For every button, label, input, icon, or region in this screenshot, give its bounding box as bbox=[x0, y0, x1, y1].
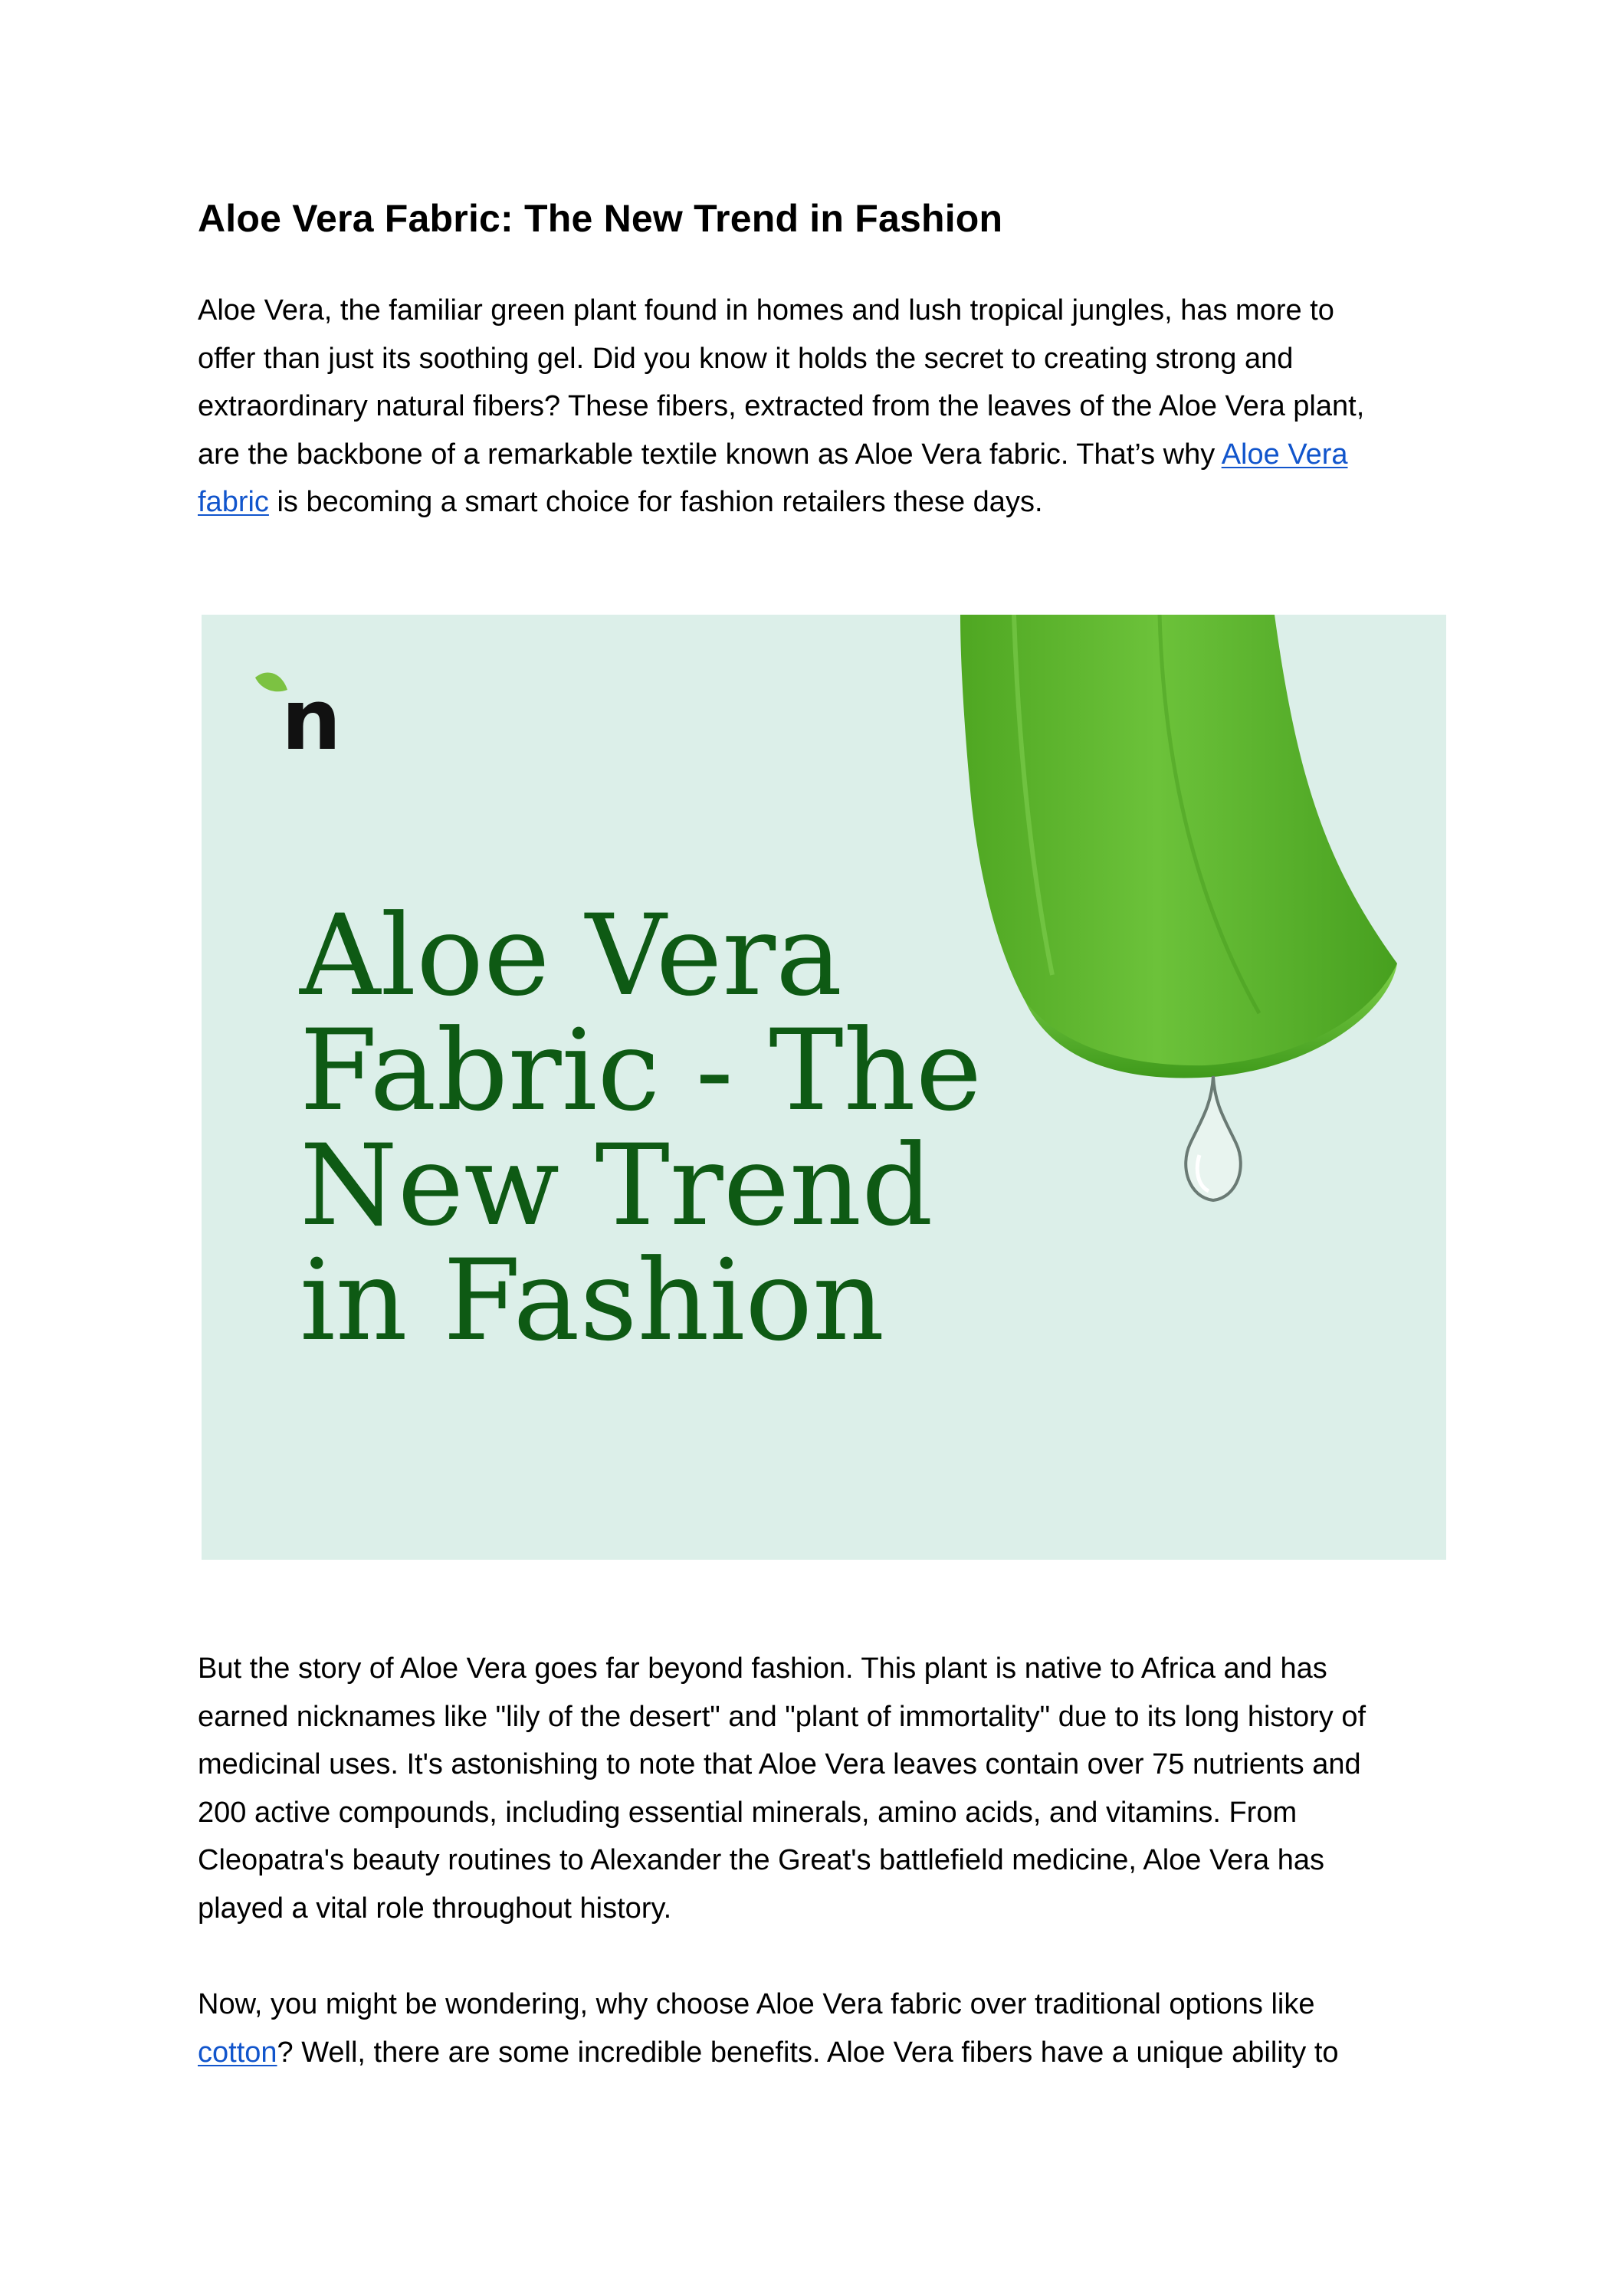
story-line: played a vital role throughout history. bbox=[198, 1892, 672, 1925]
hero-image-graphic bbox=[202, 615, 1446, 1560]
cotton-link[interactable]: cotton bbox=[198, 2036, 277, 2069]
hero-title-line: Fabric - The bbox=[300, 1006, 983, 1136]
aloe-vera-fabric-link[interactable]: Aloe Vera bbox=[1221, 438, 1348, 471]
benefits-line bbox=[198, 2029, 1424, 2077]
article-title: Aloe Vera Fabric: The New Trend in Fashion bbox=[198, 197, 1003, 240]
intro-paragraph bbox=[198, 287, 1424, 527]
story-line: But the story of Aloe Vera goes far beyond fashion. This plant is native to Africa and has bbox=[198, 1652, 1327, 1685]
intro-line: Aloe Vera, the familiar green plant found in homes and lush tropical jungles, has more to bbox=[198, 294, 1334, 327]
logo-letter: n bbox=[281, 671, 342, 769]
intro-line bbox=[198, 431, 1424, 479]
hero-title-line: New Trend bbox=[300, 1121, 933, 1251]
story-line: medicinal uses. It's astonishing to note that Aloe Vera leaves contain over 75 nutrients and bbox=[198, 1748, 1361, 1780]
hero-title-line: Aloe Vera bbox=[300, 891, 843, 1021]
benefits-line-text: ? Well, there are some incredible benefits. Aloe Vera fibers have a unique ability to bbox=[277, 2036, 1339, 2069]
intro-line: extraordinary natural fibers? These fibers, extracted from the leaves of the Aloe Vera plant, bbox=[198, 390, 1365, 422]
intro-line-text: are the backbone of a remarkable textile known as Aloe Vera fabric. That’s why bbox=[198, 438, 1222, 471]
story-line: Cleopatra's beauty routines to Alexander the Great's battlefield medicine, Aloe Vera has bbox=[198, 1844, 1324, 1876]
benefits-paragraph bbox=[198, 1981, 1424, 2076]
hero-title-line: in Fashion bbox=[300, 1236, 885, 1366]
story-line: 200 active compounds, including essential minerals, amino acids, and vitamins. From bbox=[198, 1796, 1298, 1829]
story-line: earned nicknames like "lily of the desert" and "plant of immortality" due to its long history of bbox=[198, 1700, 1366, 1733]
hero-image bbox=[202, 615, 1446, 1560]
story-paragraph bbox=[198, 1645, 1424, 1932]
intro-line-text: is becoming a smart choice for fashion retailers these days. bbox=[268, 486, 1043, 518]
aloe-vera-fabric-link-continued[interactable]: fabric bbox=[198, 486, 269, 518]
intro-line: offer than just its soothing gel. Did you know it holds the secret to creating strong and bbox=[198, 342, 1294, 375]
intro-line bbox=[198, 478, 1424, 527]
benefits-line: Now, you might be wondering, why choose Aloe Vera fabric over traditional options like bbox=[198, 1988, 1315, 2020]
